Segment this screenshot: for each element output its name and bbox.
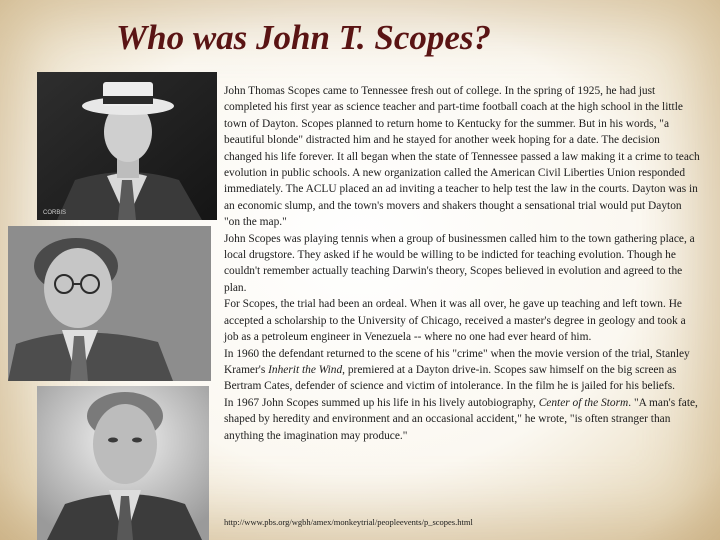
paragraph-autobiography-after: . "A man's fate, shaped by heredity and environment and an occasional accident," he wrote, "is often stranger than anything the imagination may produce."	[224, 396, 698, 442]
scopes-photo-straw-hat	[37, 72, 217, 220]
paragraph-after-trial: For Scopes, the trial had been an ordeal. When it was all over, he gave up teaching and left town. He accepted a scholarship to the University of Chicago, received a master's degree in geology and took a job as a petroleum engineer in Venezuela -- where no one had ever heard of him.	[224, 298, 686, 344]
paragraph-movie-before: In 1960 the defendant returned to the scene of his "crime" when the movie version of the trial, Stanley Kramer's	[224, 347, 690, 376]
biography-text	[224, 83, 700, 444]
page-title: Who was John T. Scopes?	[116, 18, 492, 57]
paragraph-movie	[224, 346, 700, 395]
portrait-photo-image	[37, 386, 209, 540]
film-title: Inherit the Wind	[268, 363, 343, 376]
straw-hat-photo-image	[37, 72, 217, 220]
paragraph-movie-after: , premiered at a Dayton drive-in. Scopes saw himself on the big screen as Bertram Cates, defender of science and victim of intolerance. In the film he is jailed for his beliefs.	[224, 363, 677, 393]
paragraph-autobiography	[224, 395, 700, 444]
book-title: Center of the Storm	[538, 396, 629, 409]
source-url: http://www.pbs.org/wgbh/amex/monkeytrial/peopleevents/p_scopes.html	[224, 517, 473, 527]
paragraph-autobiography-before: In 1967 John Scopes summed up his life in his lively autobiography,	[224, 396, 539, 409]
paragraph-indictment: John Scopes was playing tennis when a group of businessmen called him to the town gathering place, a local drugstore. They asked if he would be willing to be indicted for teaching evolution. Though he couldn't remember actually teaching Darwin's theory, Scopes believed in evolution and agreed to the plan.	[224, 232, 695, 294]
corbis-watermark: CORBIS	[43, 210, 67, 216]
paragraph-early-life: John Thomas Scopes came to Tennessee fresh out of college. In the spring of 1925, he had just completed his first year as science teacher and part-time football coach at the high school in the little town of Dayton. Scopes planned to return home to Kentucky for the summer. But in his words, "a beautiful blonde" distracted him and he stayed for another week hoping for a date. The decision changed his life forever. It all began when the state of Tennessee passed a law making it a crime to teach evolution in public schools. A new organization called the American Civil Liberties Union responded immediately. The ACLU placed an ad inviting a teacher to help test the law in the courts. Dayton was in an economic slump, and the town's movers and shakers thought a sensational trial would put Dayton "on the map."	[224, 85, 700, 229]
scopes-photo-portrait	[37, 386, 209, 540]
glasses-photo-image	[8, 226, 211, 381]
scopes-photo-glasses	[8, 226, 211, 381]
